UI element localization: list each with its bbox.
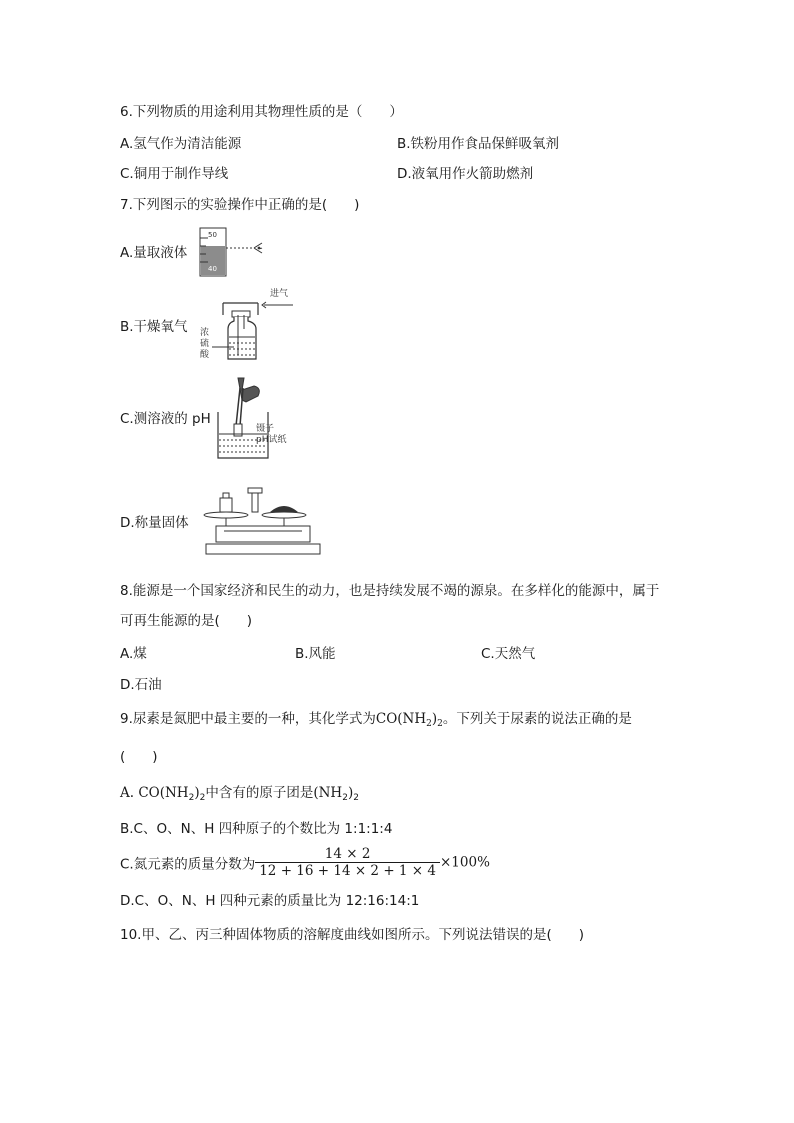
q9-stem (120, 710, 632, 733)
acid-label-1: 浓 (200, 328, 210, 338)
weight-icon (220, 498, 232, 512)
q8-option-a: A.煤 (120, 646, 147, 662)
hand-icon (238, 378, 259, 402)
q7-stem: 7.下列图示的实验操作中正确的是( ) (120, 197, 360, 213)
balance-figure (198, 484, 326, 560)
q6-option-b: B.铁粉用作食品保鲜吸氧剂 (397, 136, 560, 152)
q9-option-c: C.氮元素的质量分数为 $\frac{14 \times 2}{12 + 16 + 14 \times 2 + 1 \times 4}$ ×100% (120, 846, 490, 879)
q6-option-c: C.铜用于制作导线 (120, 166, 229, 182)
inlet-label: 进气 (270, 289, 289, 299)
q7-option-c: C.测溶液的 pH (120, 411, 211, 427)
q6-stem: 6.下列物质的用途利用其物理性质的是（ ） (120, 104, 403, 120)
q9-option-b: B.C、O、N、H 四种原子的个数比为 1:1:1:4 (120, 821, 393, 837)
q6-option-d: D.液氧用作火箭助燃剂 (397, 166, 534, 182)
q8-option-d: D.石油 (120, 677, 162, 693)
gas-washing-bottle-figure (198, 285, 310, 365)
solid-sample-icon (270, 506, 298, 512)
urea-formula: $CO(NH_2)_2$ (375, 711, 443, 729)
acid-label-2: 硫 (200, 339, 210, 349)
q9-paren: ( ) (120, 749, 158, 765)
q7-option-a: A.量取液体 (120, 245, 188, 261)
tweezers-icon (236, 388, 240, 426)
q9-stem-text-end: 。下列关于尿素的说法正确的是 (442, 711, 632, 727)
cylinder-tick-50: 50 (208, 231, 217, 239)
mass-fraction: $\frac{14 \times 2}{12 + 16 + 14 \times 2 + 1 \times 4}$ (255, 846, 440, 879)
q10-stem: 10.甲、乙、丙三种固体物质的溶解度曲线如图所示。下列说法错误的是( ) (120, 927, 585, 943)
q8-stem-line2: 可再生能源的是( ) (120, 613, 253, 629)
q9-option-d: D.C、O、N、H 四种元素的质量比为 12:16:14:1 (120, 893, 420, 909)
graduated-cylinder-figure (196, 226, 276, 278)
q7-option-b: B.干燥氧气 (120, 319, 188, 335)
acid-label-3: 酸 (200, 350, 210, 360)
ph-test-figure (212, 376, 308, 462)
ph-paper-label: pH试纸 (256, 435, 287, 445)
q8-stem-line1: 8.能源是一个国家经济和民生的动力，也是持续发展不竭的源泉。在多样化的能源中，属于 (120, 583, 660, 599)
q9-option-a: A. $CO(NH_2)_2$中含有的原子团是$(NH_2)_2$ (120, 785, 359, 803)
q9-stem-text: 9.尿素是氮肥中最主要的一种，其化学式为 (120, 711, 376, 727)
tweezers-label: 镊子 (256, 424, 275, 434)
q7-option-d: D.称量固体 (120, 515, 189, 531)
cylinder-tick-40: 40 (208, 265, 217, 273)
q8-option-b: B.风能 (295, 646, 336, 662)
q6-option-a: A.氢气作为清洁能源 (120, 136, 242, 152)
q8-option-c: C.天然气 (481, 646, 536, 662)
